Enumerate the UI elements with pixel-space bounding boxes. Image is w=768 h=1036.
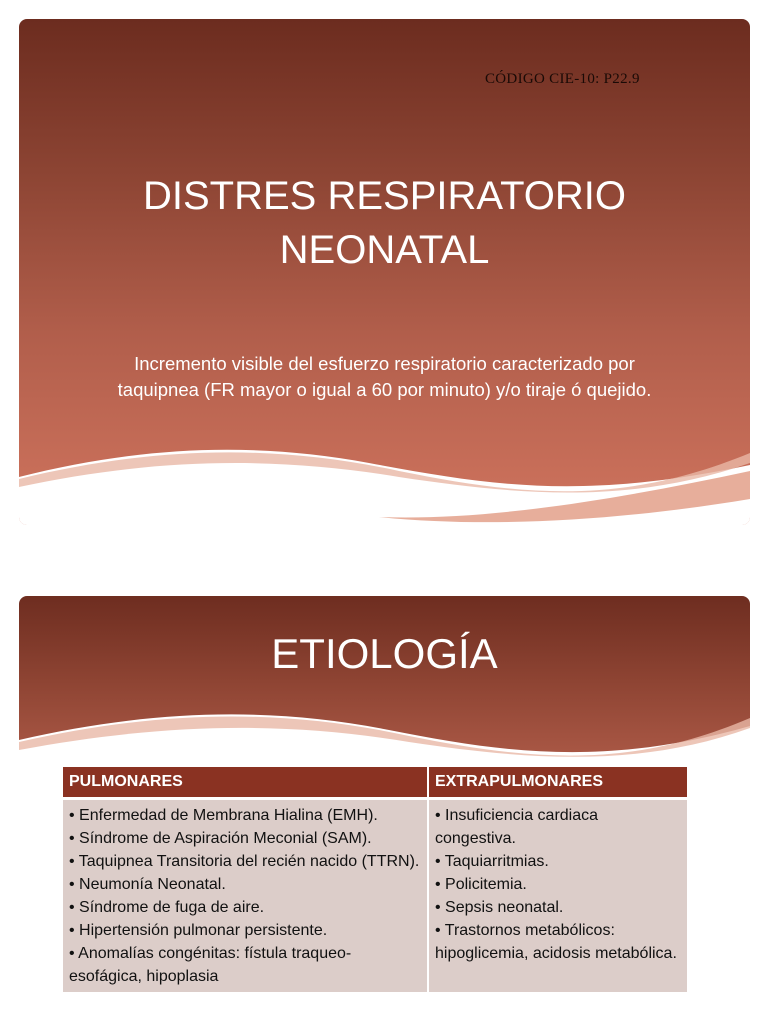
list-item: • Insuficiencia cardiaca congestiva.: [435, 807, 599, 847]
title-line-2: NEONATAL: [279, 228, 490, 272]
extrapulmonares-cell: [428, 799, 687, 993]
list-item: • Taquiarritmias.: [435, 853, 549, 870]
list-item: • Síndrome de fuga de aire.: [69, 899, 265, 916]
definition-text: [59, 351, 710, 403]
list-item: • Policitemia.: [435, 876, 527, 893]
cie10-code: CÓDIGO CIE-10: P22.9: [485, 71, 640, 87]
list-item: • Trastornos metabólicos: hipoglicemia, acidosis metabólica.: [435, 922, 677, 962]
list-item: • Enfermedad de Membrana Hialina (EMH).: [69, 807, 378, 824]
definition-line-1: Incremento visible del esfuerzo respiratorio caracterizado por: [134, 353, 635, 374]
definition-line-2: taquipnea (FR mayor o igual a 60 por minuto) y/o tiraje ó quejido.: [117, 379, 652, 400]
list-item: • Taquipnea Transitoria del recién nacido (TTRN).: [69, 853, 420, 870]
slide-etiologia: [19, 596, 750, 1036]
list-item: • Neumonía Neonatal.: [69, 876, 226, 893]
title-line-1: DISTRES RESPIRATORIO: [142, 174, 627, 218]
etiologia-title: ETIOLOGÍA: [271, 630, 498, 677]
table-row: [63, 799, 687, 993]
table-header-row: [63, 767, 687, 799]
list-item: • Síndrome de Aspiración Meconial (SAM).: [69, 830, 372, 847]
header-extrapulmonares: EXTRAPULMONARES: [428, 767, 687, 799]
etiology-table: [63, 767, 687, 992]
slide-title-heading: [19, 169, 750, 277]
pulmonares-cell: [63, 799, 428, 993]
list-item: • Anomalías congénitas: fístula traqueo-esofágica, hipoplasia: [69, 945, 352, 985]
list-item: • Hipertensión pulmonar persistente.: [69, 922, 328, 939]
slide-title: [19, 19, 750, 525]
header-pulmonares: PULMONARES: [63, 767, 428, 799]
wave-decoration: [19, 429, 750, 525]
list-item: • Sepsis neonatal.: [435, 899, 564, 916]
